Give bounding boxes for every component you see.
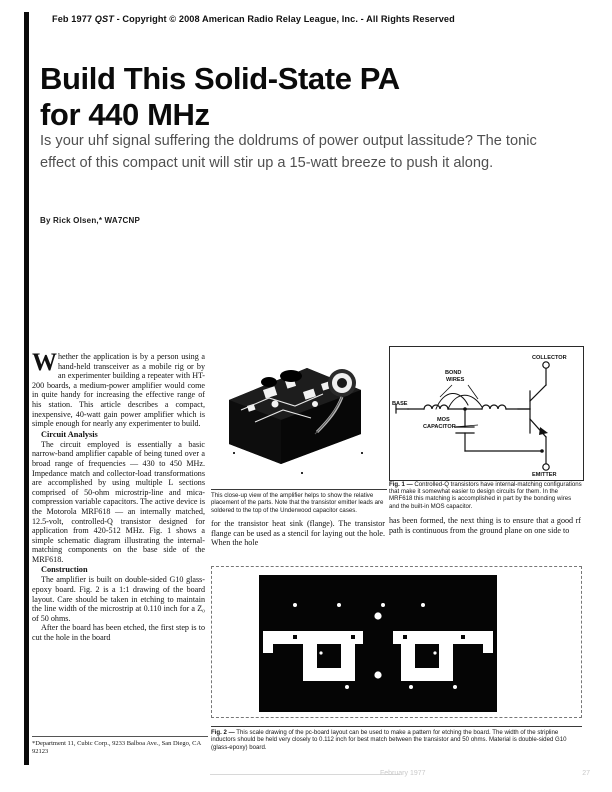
body-column-2 (211, 519, 385, 548)
section-heading-construction: Construction (41, 565, 88, 575)
photo-artwork (211, 348, 385, 488)
figure-2-artwork (259, 575, 497, 712)
figure-1-label-mos-capacitor: CAPACITOR (423, 424, 456, 430)
body-paragraph (32, 349, 205, 429)
body-paragraph: has been formed, the next thing is to ensure that a good rf path is continuous from the ground plane on one side to (389, 516, 581, 535)
copyright-magazine-name: QST (94, 14, 114, 24)
figure-2-caption-label: Fig. 2 — (211, 729, 235, 736)
figure-1-label-bond-wires: BOND (445, 370, 462, 376)
figure-1-label-bond-wires-2: WIRES (446, 377, 465, 383)
article-deck: Is your uhf signal suffering the doldrums of power output lassitude? The tonic effect of this compact unit will stir up a 15-watt breeze to push it along. (40, 133, 537, 171)
body-paragraph: After the board has been etched, the first step is to cut the hole in the board (32, 623, 205, 643)
copyright-suffix: - Copyright © 2008 American Radio Relay League, Inc. - All Rights Reserved (113, 14, 455, 24)
figure-2-caption (211, 726, 582, 751)
photo-caption: This close-up view of the amplifier helps to show the relative placement of the parts. Note that the transistor emitter leads are soldered to the top of the Underwood capacitor cases. (211, 489, 387, 514)
footer-rule (210, 774, 400, 775)
byline: By Rick Olsen,* WA7CNP (40, 216, 140, 225)
title-line-2: for 440 MHz (40, 96, 210, 132)
figure-2-caption-text: This scale drawing of the pc-board layout can be used to make a pattern for etching the board. The width of the stripline inductors should be held very closely to 0.112 inch for best match between the transistor and 50 ohms. Material is double-sided G10 (glass-epoxy) board. (211, 729, 567, 751)
body-column-1 (32, 349, 205, 643)
photo-image (211, 348, 385, 488)
figure-1-label-collector: COLLECTOR (532, 355, 567, 361)
figure-1-label-base: BASE (392, 401, 408, 407)
copyright-line (52, 14, 592, 24)
body-paragraph: The circuit employed is essentially a basic narrow-band amplifier capable of being tuned over a broad range of frequencies — 430 to 450 MHz. Impedance match and collector-load transformations are accomplished by using multiple L sections comprised of 50-ohm microstrip-line and mica-compression variable capacitors. The active device is the Motorola MRF618 — an internally matched, 12.5-volt, controlled-Q transistor designed for application from 420-512 MHz. Fig. 1 shows a simple schematic diagram illustrating the internal-matching components on the base side of the MRF618. (32, 439, 205, 564)
body-paragraph: for the transistor heat sink (flange). The transistor flange can be used as a stencil for laying out the hole. When the hole (211, 519, 385, 548)
figure-1-schematic (389, 346, 584, 481)
figure-1-label-emitter: EMITTER (532, 472, 557, 478)
figure-2-pcb-layout (259, 575, 497, 712)
scan-gutter-shadow (24, 12, 29, 765)
figure-1-caption-label: Fig. 1 — (389, 481, 413, 488)
footer-page-number: 27 (582, 770, 590, 777)
copyright-prefix: Feb 1977 (52, 14, 95, 24)
figure-1-caption (389, 481, 582, 510)
page-title (40, 61, 580, 133)
body-paragraph-text: hether the application is by a person using a hand-held transceiver as a mobile rig or by an experimenter building a repeater with HT-200 boards, a medium-power amplifier would come in quite handy for increasing the effective range of his station. This article describes a compact, inexpensive, 40-watt gain power amplifier which is simple enough for nearly any experimenter to build. (32, 352, 205, 429)
figure-1-label-mos: MOS (437, 417, 450, 423)
drop-cap: W (32, 349, 57, 376)
title-line-1: Build This Solid-State PA (40, 60, 400, 96)
page-footer (380, 770, 590, 777)
figure-1-artwork (390, 347, 581, 478)
figure-1-caption-text: Controlled-Q transistors have internal-matching configurations that make it somewhat easier to design circuits for them. In the MRF618 this matching is accomplished in part by the bonding wires and the built-in MOS capacitor. (389, 481, 582, 510)
amplifier-photo (211, 348, 385, 488)
footer-issue: February 1977 (380, 770, 426, 777)
body-paragraph: The amplifier is built on double-sided G10 glass-epoxy board. Fig. 2 is a 1:1 drawing of the board layout. Care should be taken in etching to maintain the line width of the microstrip at 0.110 inch for a Z₀ of 50 ohms. (32, 575, 205, 623)
body-column-3 (389, 516, 581, 535)
section-heading-circuit-analysis: Circuit Analysis (41, 429, 98, 439)
footnote: *Department 11, Cubic Corp., 9233 Balboa Ave., San Diego, CA 92123 (32, 736, 208, 755)
